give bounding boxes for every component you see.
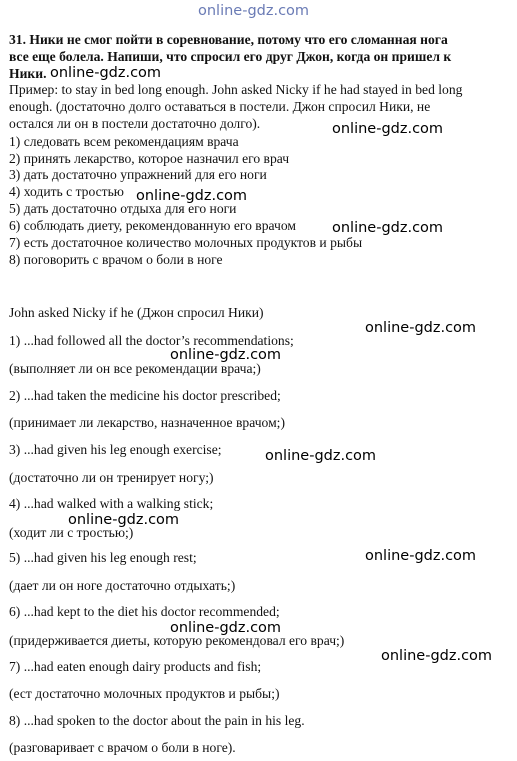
answer-line-7: 7) ...had eaten enough dairy products and fish;	[9, 659, 262, 674]
answer-line-2: 2) ...had taken the medicine his doctor prescribed;	[9, 388, 281, 403]
watermark: online-gdz.com	[332, 121, 444, 137]
task-item-6: 6) соблюдать диету, рекомендованную его врачом	[9, 218, 296, 233]
task-item-8: 8) поговорить с врачом о боли в ноге	[9, 252, 223, 267]
watermark: online-gdz.com	[332, 220, 444, 236]
example-line-3: остался ли он в постели достаточно долго).	[9, 116, 261, 131]
task-item-7: 7) есть достаточное количество молочных продуктов и рыбы	[9, 235, 363, 250]
answer-line-5: 5) ...had given his leg enough rest;	[9, 550, 197, 565]
answer-translation-4: (ходит ли с тростью;)	[9, 525, 134, 540]
answer-line-4: 4) ...had walked with a walking stick;	[9, 496, 214, 511]
answer-translation-5: (дает ли он ноге достаточно отдыхать;)	[9, 578, 236, 593]
task-title-line-3: Ники.	[9, 66, 47, 81]
task-item-2: 2) принять лекарство, которое назначил его врач	[9, 151, 290, 166]
answer-translation-1: (выполняет ли он все рекомендации врача;)	[9, 361, 261, 376]
answer-translation-8: (разговаривает с врачом о боли в ноге).	[9, 740, 236, 755]
example-line-1: Пример: to stay in bed long enough. John asked Nicky if he had stayed in bed long	[9, 82, 463, 97]
task-title-line-2: все еще болела. Напиши, что спросил его друг Джон, когда он пришел к	[9, 49, 452, 64]
answer-translation-2: (принимает ли лекарство, назначенное врачом;)	[9, 415, 285, 430]
answer-line-3: 3) ...had given his leg enough exercise;	[9, 442, 222, 457]
answer-translation-6: (придерживается диеты, которую рекомендовал его врач;)	[9, 633, 345, 648]
watermark: online-gdz.com	[365, 548, 477, 564]
task-item-3: 3) дать достаточно упражнений для его ноги	[9, 167, 267, 182]
watermark: online-gdz.com	[265, 448, 377, 464]
answer-intro: John asked Nicky if he (Джон спросил Ники)	[9, 305, 264, 320]
task-item-5: 5) дать достаточно отдыха для его ноги	[9, 201, 237, 216]
watermark: online-gdz.com	[50, 65, 162, 81]
answer-line-8: 8) ...had spoken to the doctor about the pain in his leg.	[9, 713, 305, 728]
watermark-top: online-gdz.com	[198, 3, 310, 19]
watermark: online-gdz.com	[136, 188, 248, 204]
task-item-1: 1) следовать всем рекомендациям врача	[9, 134, 239, 149]
watermark: online-gdz.com	[365, 320, 477, 336]
watermark: online-gdz.com	[170, 620, 282, 636]
answer-translation-7: (ест достаточно молочных продуктов и рыбы;)	[9, 686, 280, 701]
watermark: online-gdz.com	[170, 347, 282, 363]
task-title-line-1: 31. Ники не смог пойти в соревнование, потому что его сломанная нога	[9, 32, 448, 47]
watermark: online-gdz.com	[68, 512, 180, 528]
answer-translation-3: (достаточно ли он тренирует ногу;)	[9, 470, 214, 485]
example-line-2: enough. (достаточно долго оставаться в постели. Джон спросил Ники, не	[9, 99, 431, 114]
answer-line-1: 1) ...had followed all the doctor’s recommendations;	[9, 333, 294, 348]
watermark: online-gdz.com	[381, 648, 493, 664]
task-item-4: 4) ходить с тростью	[9, 184, 124, 199]
answer-line-6: 6) ...had kept to the diet his doctor recommended;	[9, 604, 280, 619]
